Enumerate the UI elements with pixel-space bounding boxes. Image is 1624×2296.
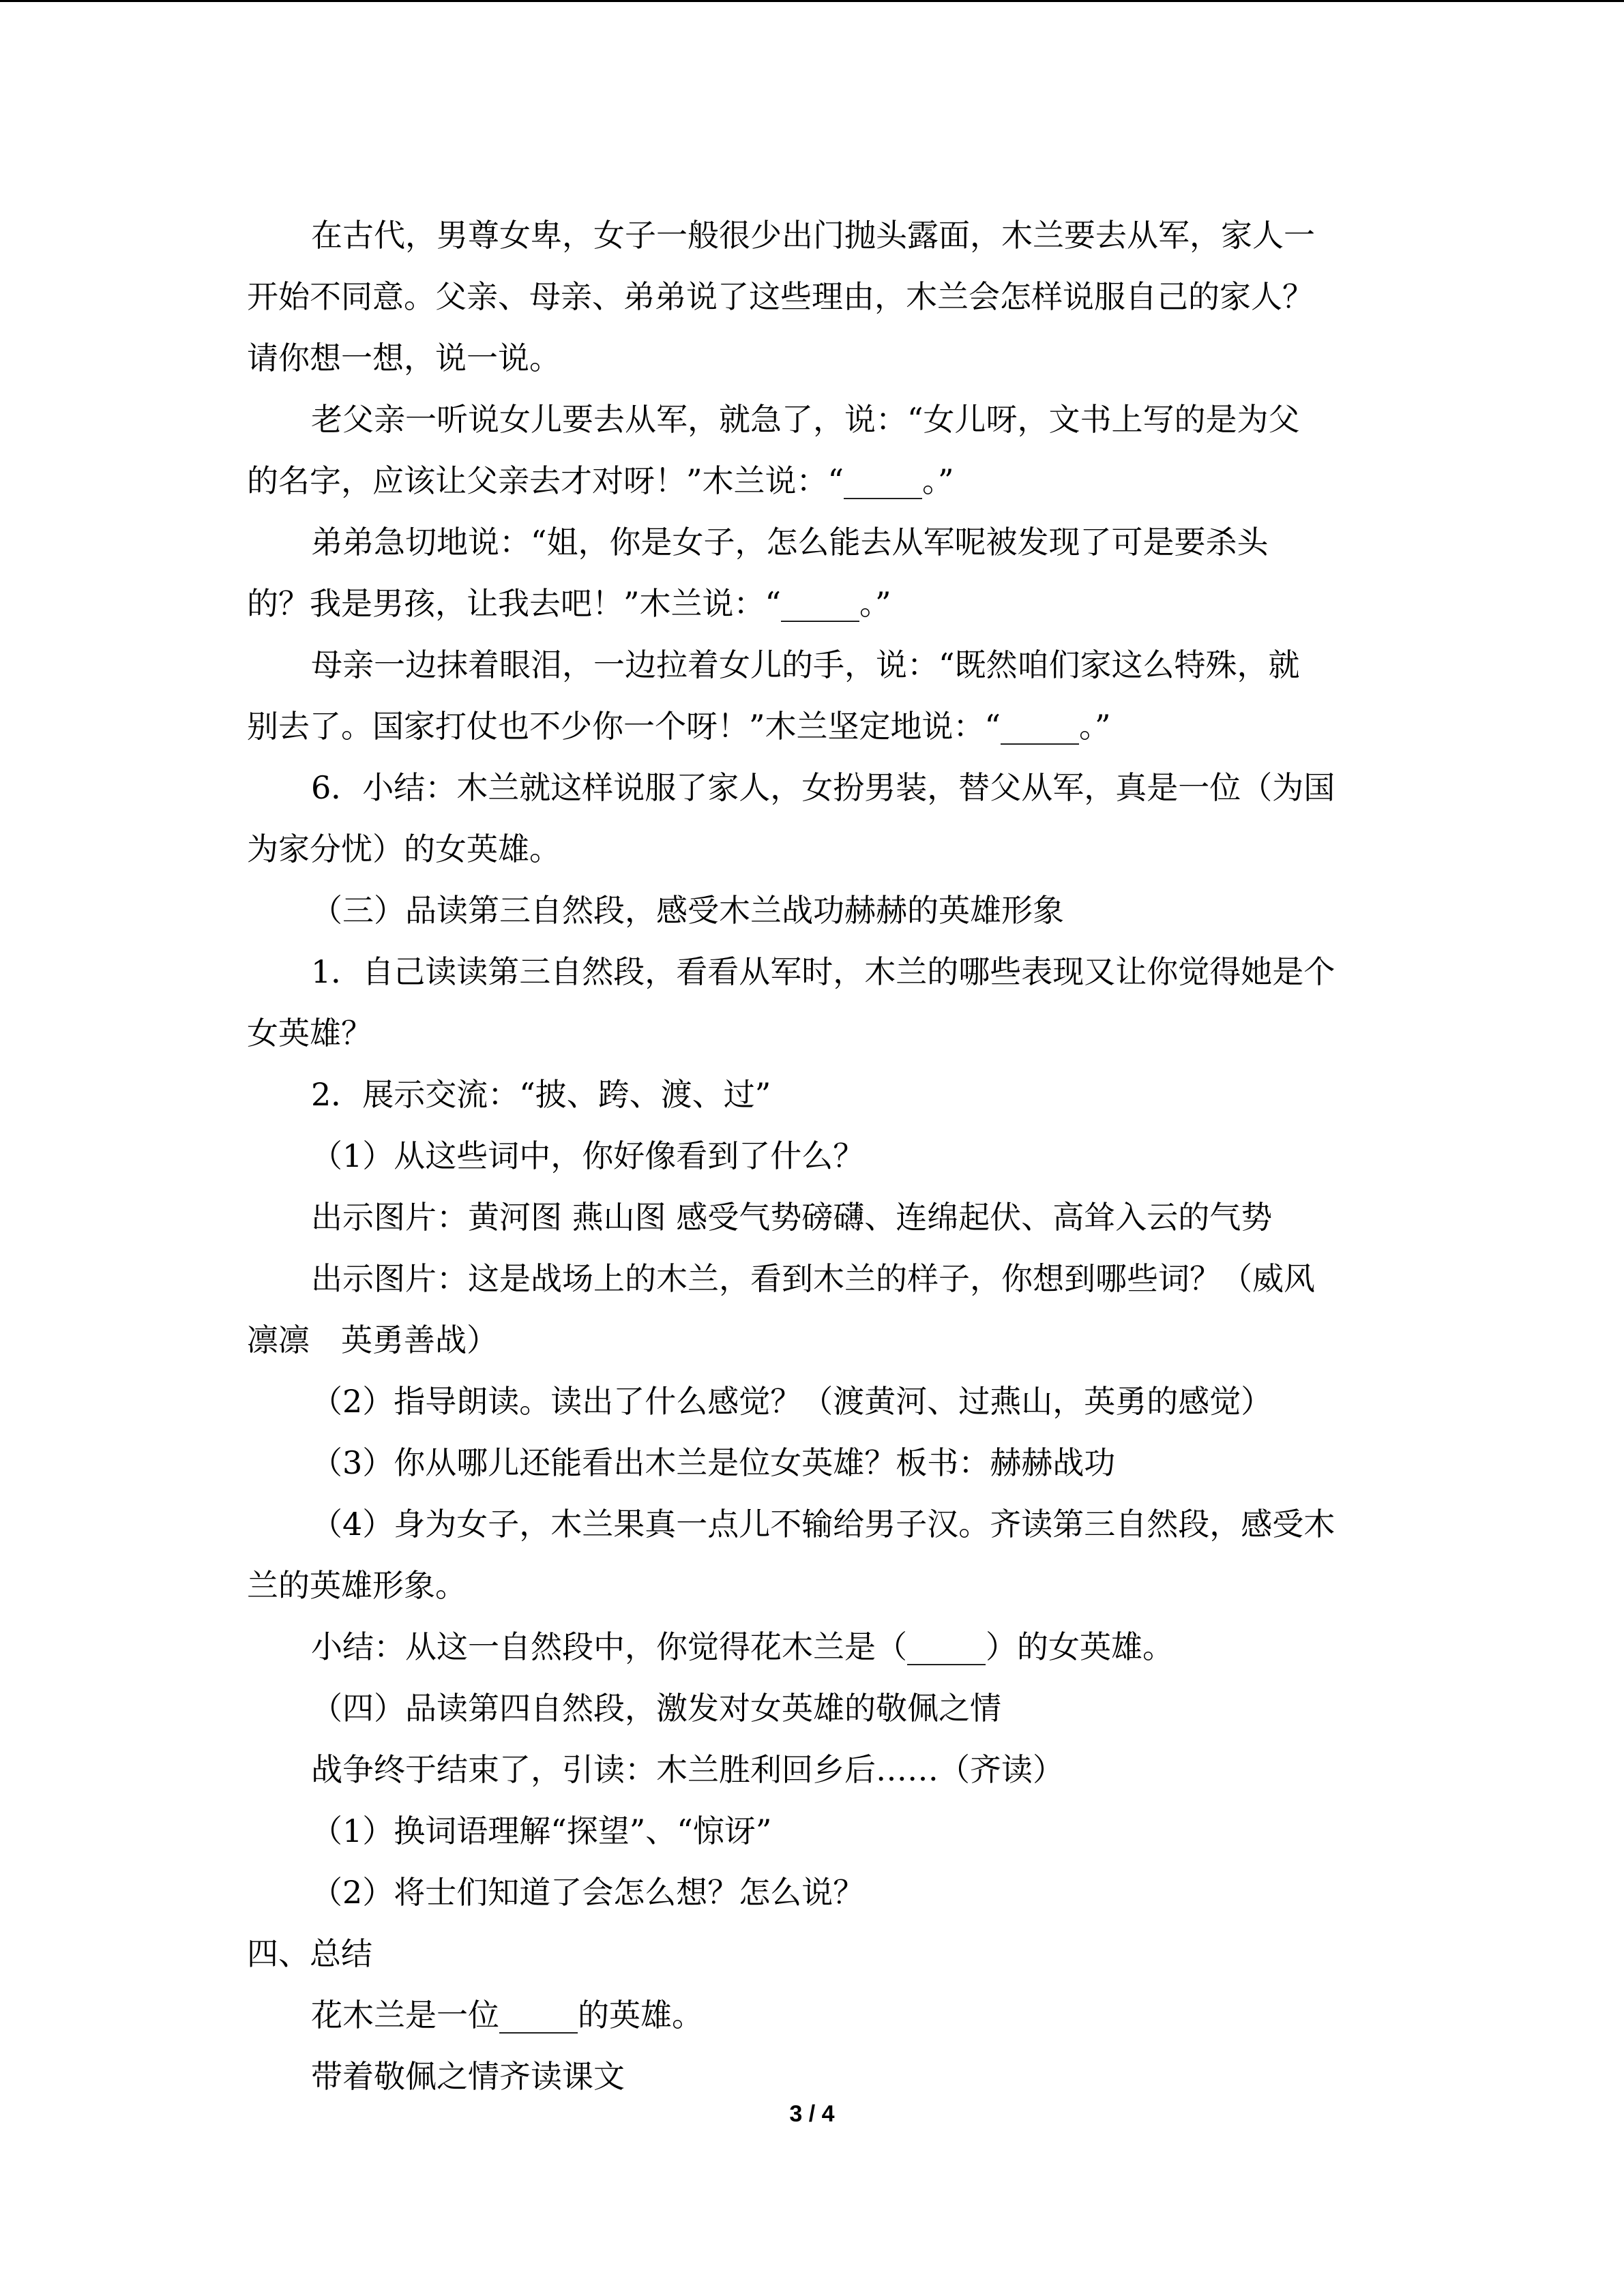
paragraph-line: 别去了。国家打仗也不少你一个呀！”木兰坚定地说：“_____。”	[247, 708, 1111, 745]
paragraph-line: 出示图片：这是战场上的木兰，看到木兰的样子，你想到哪些词？（威风	[311, 1260, 1315, 1297]
paragraph-line: （2）将士们知道了会怎么想？怎么说？	[311, 1874, 865, 1911]
paragraph-line: 出示图片：黄河图 燕山图 感受气势磅礴、连绵起伏、高耸入云的气势	[311, 1199, 1273, 1236]
paragraph-line: 为家分忧）的女英雄。	[247, 831, 561, 867]
paragraph-line: 老父亲一听说女儿要去从军，就急了，说：“女儿呀，文书上写的是为父	[311, 401, 1300, 438]
paragraph-line: 小结：从这一自然段中，你觉得花木兰是（_____）的女英雄。	[311, 1628, 1174, 1665]
paragraph-line: （1）换词语理解“探望”、“惊讶”	[311, 1813, 772, 1849]
paragraph-line: 1．自己读读第三自然段，看看从军时，木兰的哪些表现又让你觉得她是个	[311, 953, 1335, 990]
paragraph-line: 女英雄？	[247, 1015, 372, 1052]
paragraph-line: （1）从这些词中，你好像看到了什么？	[311, 1137, 865, 1174]
paragraph-line: 开始不同意。父亲、母亲、弟弟说了这些理由，木兰会怎样说服自己的家人？	[247, 278, 1314, 315]
paragraph-line: 弟弟急切地说：“姐，你是女子，怎么能去从军呢被发现了可是要杀头	[311, 524, 1269, 561]
paragraph-line: （4）身为女子，木兰果真一点儿不输给男子汉。齐读第三自然段，感受木	[311, 1506, 1335, 1542]
paragraph-line: 6．小结：木兰就这样说服了家人，女扮男装，替父从军，真是一位（为国	[311, 769, 1335, 806]
paragraph-line: 的？我是男孩，让我去吧！”木兰说：“_____。”	[247, 585, 891, 622]
section-heading: （四）品读第四自然段，激发对女英雄的敬佩之情	[311, 1690, 1001, 1727]
paragraph-line: 的名字，应该让父亲去才对呀！”木兰说：“_____。”	[247, 462, 954, 499]
paragraph-line: 花木兰是一位_____的英雄。	[311, 1997, 703, 2033]
top-border-line	[0, 0, 1624, 2]
paragraph-line: 凛凛 英勇善战）	[247, 1322, 498, 1358]
paragraph-line: （2）指导朗读。读出了什么感觉？（渡黄河、过燕山，英勇的感觉）	[311, 1383, 1273, 1420]
paragraph-line: 2．展示交流：“披、跨、渡、过”	[311, 1076, 771, 1113]
document-body	[247, 205, 1379, 2107]
paragraph-line: 兰的英雄形象。	[247, 1567, 467, 1604]
section-heading: （三）品读第三自然段，感受木兰战功赫赫的英雄形象	[311, 892, 1064, 929]
page-number: 3 / 4	[789, 2101, 835, 2127]
paragraph-line: （3）你从哪儿还能看出木兰是位女英雄？板书：赫赫战功	[311, 1444, 1116, 1481]
paragraph-line: 带着敬佩之情齐读课文	[311, 2058, 625, 2095]
section-heading: 四、总结	[247, 1935, 372, 1972]
paragraph-line: 请你想一想，说一说。	[247, 340, 561, 376]
paragraph-line: 战争终于结束了，引读：木兰胜利回乡后……（齐读）	[311, 1751, 1064, 1788]
paragraph-line: 在古代，男尊女卑，女子一般很少出门抛头露面，木兰要去从军，家人一	[311, 217, 1315, 254]
paragraph-line: 母亲一边抹着眼泪，一边拉着女儿的手，说：“既然咱们家这么特殊，就	[311, 646, 1300, 683]
